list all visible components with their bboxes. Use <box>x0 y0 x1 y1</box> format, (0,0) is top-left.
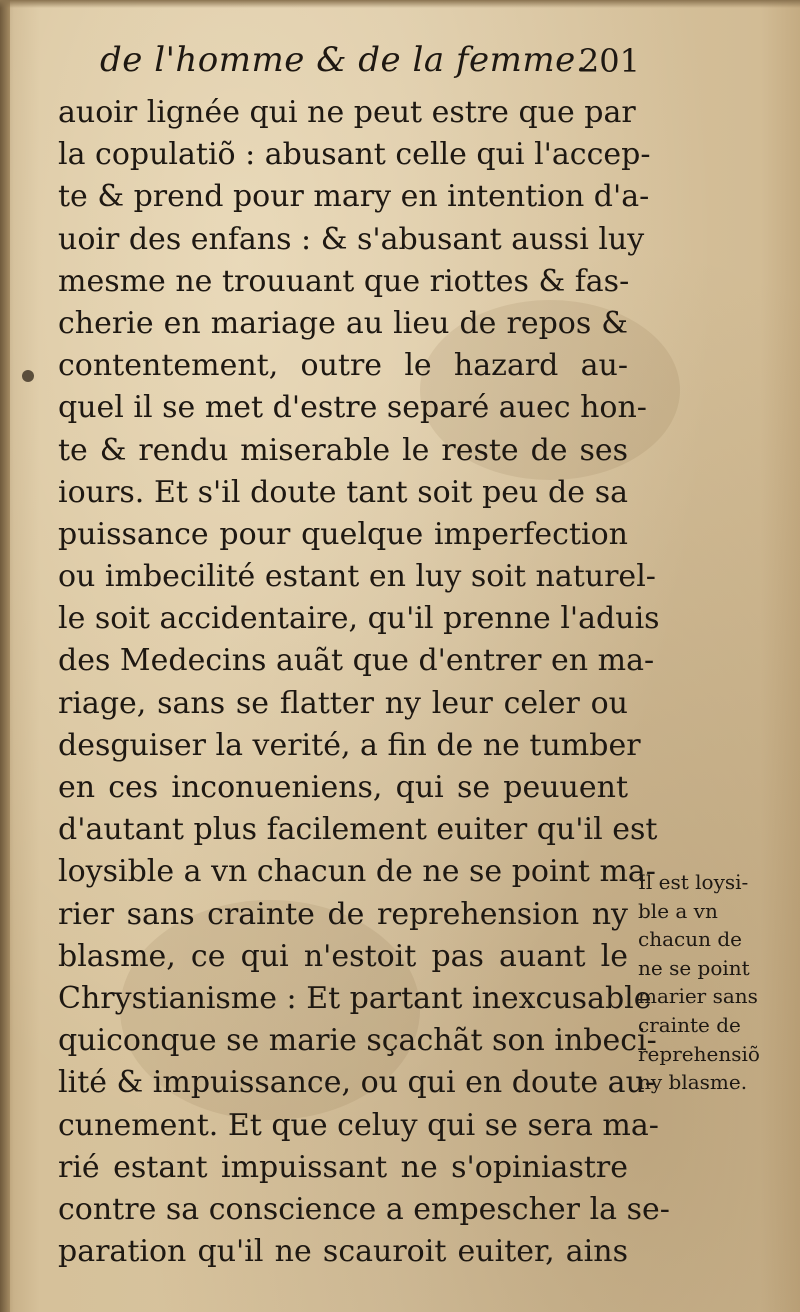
marginal-note-line: ne se point <box>638 955 750 980</box>
ink-dot <box>22 370 34 382</box>
text-line: cherie en mariage au lieu de repos & <box>58 305 628 341</box>
text-line: loysible a vn chacun de ne se point ma- <box>58 854 656 890</box>
text-line: puissance pour quelque imperfection <box>58 516 628 552</box>
text-line: Chrystianisme : Et partant inexcusable <box>58 980 652 1016</box>
text-line: la copulatiõ : abusant celle qui l'accep- <box>58 137 651 173</box>
page-header <box>100 40 640 92</box>
body-text <box>58 92 670 1273</box>
marginal-note-line: ble a vn <box>638 898 718 923</box>
text-line: blasme, ce qui n'estoit pas auant le <box>58 938 628 974</box>
text-line: cunement. Et que celuy qui se sera ma- <box>58 1107 659 1143</box>
text-line: uoir des enfans : & s'abusant aussi luy <box>58 221 645 257</box>
text-line: mesme ne trouuant que riottes & fas- <box>58 263 630 299</box>
text-line: rié estant impuissant ne s'opiniastre <box>58 1149 628 1185</box>
marginal-note-line: marier sans <box>638 984 758 1009</box>
running-head: de l'homme & de la femme. <box>100 40 588 80</box>
marginal-note-line: reprehensiõ <box>638 1041 760 1066</box>
text-line: desguiser la verité, a fin de ne tumber <box>58 727 641 763</box>
page-gutter-edge <box>0 0 10 1312</box>
text-line: contentement, outre le hazard au- <box>58 348 628 384</box>
text-line: auoir lignée qui ne peut estre que par <box>58 95 636 130</box>
text-line: quel il se met d'estre separé auec hon- <box>58 390 647 426</box>
text-line: contre sa conscience a empescher la se- <box>58 1191 670 1227</box>
text-line: en ces inconueniens, qui se peuuent <box>58 770 628 805</box>
text-line: te & prend pour mary en intention d'a- <box>58 179 650 215</box>
text-line: lité & impuissance, ou qui en doute au- <box>58 1065 656 1101</box>
text-line: d'autant plus facilement euiter qu'il est <box>58 812 658 848</box>
page-number: 201 <box>578 42 640 80</box>
text-line: paration qu'il ne scauroit euiter, ains <box>58 1234 628 1270</box>
marginal-note-line: crainte de <box>638 1012 741 1037</box>
text-line: quiconque se marie sçachãt son inbeci- <box>58 1023 657 1059</box>
text-line: le soit accidentaire, qu'il prenne l'aduis <box>58 601 660 637</box>
text-line: des Medecins auãt que d'entrer en ma- <box>58 643 655 679</box>
marginal-note-line: Il est loysi- <box>638 870 749 894</box>
text-line: te & rendu miserable le reste de ses <box>58 432 628 468</box>
marginal-note-line: chacun de <box>638 927 742 952</box>
text-line: rier sans crainte de reprehension ny <box>58 896 628 932</box>
page-top-edge <box>0 0 800 8</box>
text-line: riage, sans se flatter ny leur celer ou <box>58 685 628 721</box>
marginal-note-line: ny blasme. <box>638 1070 748 1095</box>
text-line: iours. Et s'il doute tant soit peu de sa <box>58 474 628 510</box>
marginal-note <box>638 868 788 1097</box>
text-line: ou imbecilité estant en luy soit naturel- <box>58 559 656 595</box>
